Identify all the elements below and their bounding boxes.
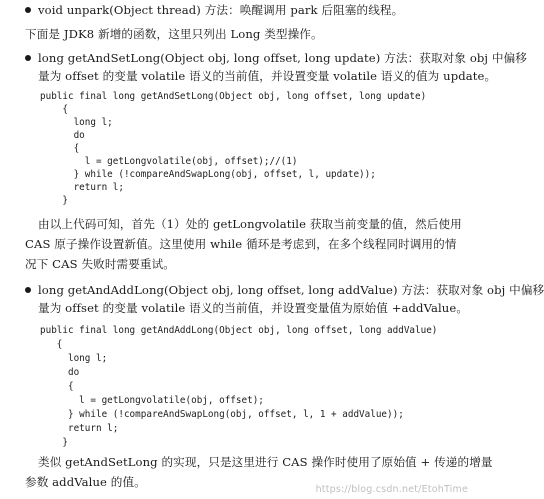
code-line: } while (!compareAndSwapLong(obj, offset, l, update));: [40, 169, 376, 180]
bullet-getandadd-line2: 量为 offset 的变量 volatile 语义的当前值，并设置变量值为原始值 +addValue。: [38, 301, 469, 315]
bullet-getandadd-line1: long getAndAddLong(Object obj, long offset, long addValue) 方法：获取对象 obj 中偏移: [38, 283, 544, 297]
code-line: } while (!compareAndSwapLong(obj, offset, l, 1 + addValue));: [40, 409, 404, 420]
explain-line3: 况下 CAS 失败时需要重试。: [25, 257, 175, 271]
code-line: return l;: [40, 182, 124, 193]
jdk8-intro: 下面是 JDK8 新增的函数，这里只列出 Long 类型操作。: [25, 27, 323, 41]
code-line: {: [40, 104, 68, 115]
code-line: }: [40, 195, 68, 206]
code-line: long l;: [40, 117, 113, 128]
code-line: {: [40, 143, 80, 154]
code-line: }: [40, 437, 68, 448]
code-line: do: [40, 130, 85, 141]
code-line: {: [40, 339, 63, 350]
bullet-getandset-line1: long getAndSetLong(Object obj, long offset, long update) 方法：获取对象 obj 中偏移: [38, 51, 527, 65]
bullet-getandset-line2: 量为 offset 的变量 volatile 语义的当前值，并设置变量 volatile 语义的值为 update。: [38, 69, 497, 83]
bullet-dot: [25, 55, 31, 61]
code-block-getandadd: [40, 325, 470, 448]
code-line: {: [40, 381, 74, 392]
similar-line2: 参数 addValue 的值。: [25, 475, 146, 489]
code-line: return l;: [40, 423, 119, 434]
bullet-dot: [25, 287, 31, 293]
bullet-dot: [25, 7, 31, 13]
code-line: public final long getAndSetLong(Object obj, long offset, long update): [40, 91, 427, 102]
explain-line2: CAS 原子操作设置新值。这里使用 while 循环是考虑到，在多个线程同时调用的情: [25, 237, 457, 251]
code-line: public final long getAndAddLong(Object obj, long offset, long addValue): [40, 325, 438, 336]
code-line: do: [40, 367, 80, 378]
similar-line1: 类似 getAndSetLong 的实现，只是这里进行 CAS 操作时使用了原始值 + 传递的增量: [38, 455, 493, 469]
code-block-getandset: [40, 91, 470, 206]
explain-line1: 由以上代码可知，首先（1）处的 getLongvolatile 获取当前变量的值，然后使用: [38, 217, 462, 231]
bullet-unpark: void unpark(Object thread) 方法：唤醒调用 park 后阻塞的线程。: [38, 3, 404, 17]
code-line: l = getLongvolatile(obj, offset);: [40, 395, 264, 406]
code-line: l = getLongvolatile(obj, offset);//(1): [40, 156, 298, 167]
code-line: long l;: [40, 353, 108, 364]
watermark: https://blog.csdn.net/EtohTime: [315, 484, 468, 495]
